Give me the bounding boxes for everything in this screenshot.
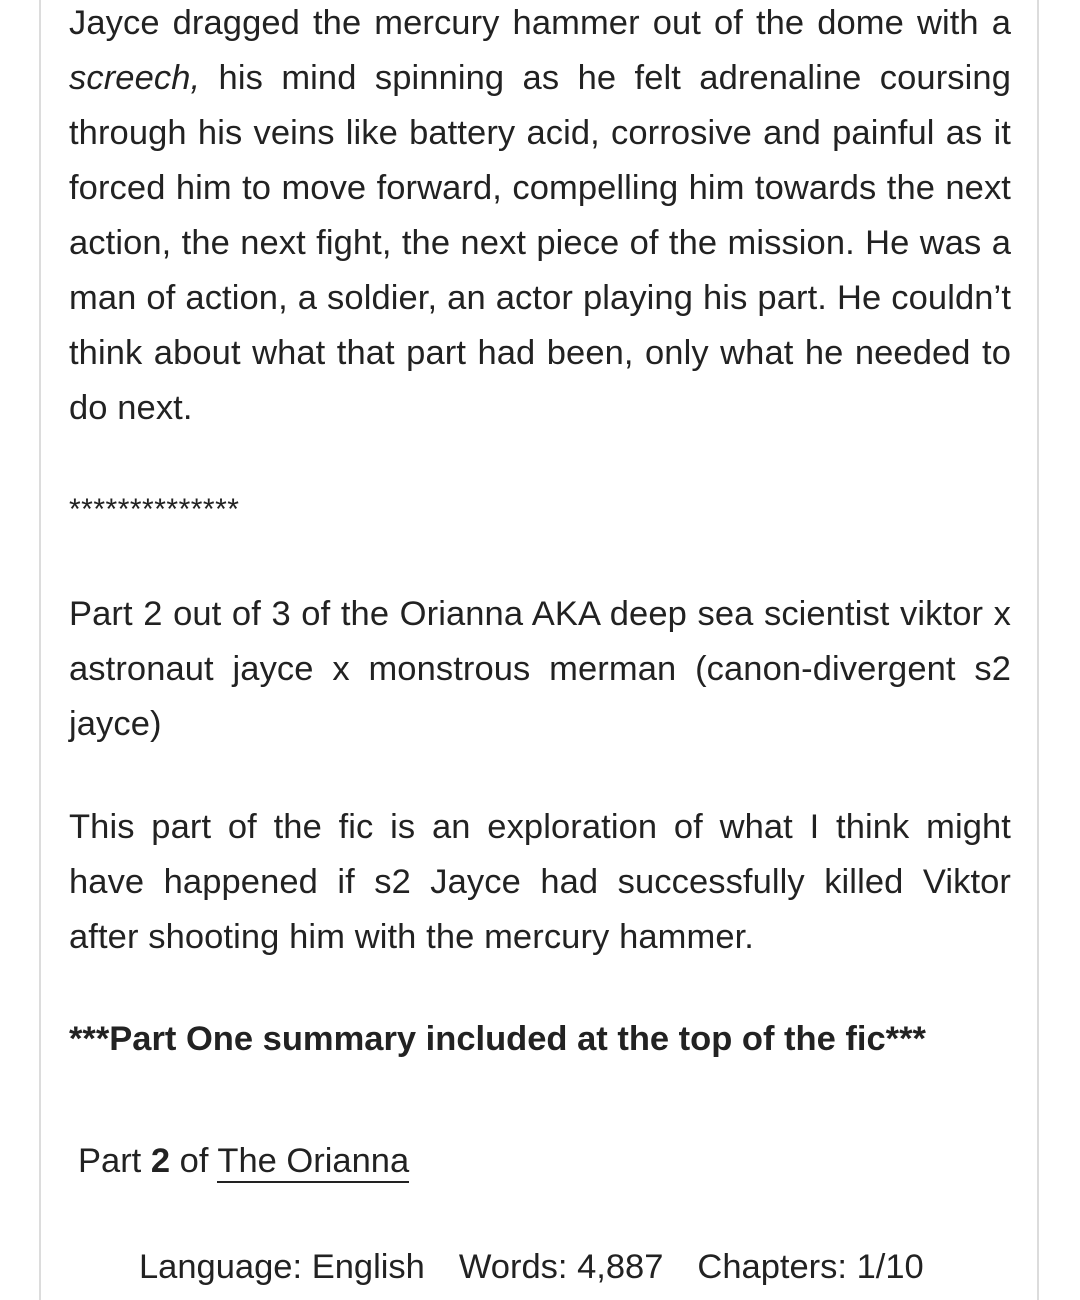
stat-words-label: Words: (458, 1248, 568, 1286)
stat-words-value: 4,887 (577, 1248, 664, 1286)
story-text-continued: his mind spinning as he felt adrenaline coursing through his veins like battery acid, corrosive and painful as it forced him to move forward, compelling him towards the next action, the next fight, the next piece of the mission. He was a man of action, a soldier, an actor playing his part. He couldn’t think about what that part had been, only what he needed to do next. (69, 59, 1011, 427)
stat-language (139, 1248, 425, 1286)
series-prefix: Part (78, 1142, 151, 1180)
stat-chapters-value: 1/10 (856, 1248, 924, 1286)
stat-chapters-label: Chapters: (697, 1248, 847, 1286)
author-note-summary-notice: ***Part One summary included at the top of the fic*** (69, 1020, 926, 1058)
stat-words (459, 1248, 664, 1286)
series-info (78, 1134, 409, 1189)
story-paragraph (69, 0, 1011, 436)
stat-language-value: English (311, 1248, 425, 1286)
work-stats (139, 1240, 924, 1295)
author-note-description: This part of the fic is an exploration of what I think might have happened if s2 Jayce had successfully killed Viktor after shooting him with the mercury hammer. (69, 808, 1011, 956)
story-emphasis: screech, (69, 59, 201, 97)
series-of-text: of (170, 1142, 218, 1180)
section-divider: ************** (69, 493, 240, 526)
stat-language-label: Language: (139, 1248, 303, 1286)
author-note-part-info: Part 2 out of 3 of the Orianna AKA deep sea scientist viktor x astronaut jayce x monstrous merman (canon-divergent s2 jayce) (69, 595, 1011, 743)
stat-chapters (697, 1248, 923, 1286)
story-text: Jayce dragged the mercury hammer out of the dome with a (69, 4, 1011, 42)
series-part-number: 2 (150, 1142, 171, 1180)
series-title-link[interactable]: The Orianna (217, 1142, 409, 1183)
